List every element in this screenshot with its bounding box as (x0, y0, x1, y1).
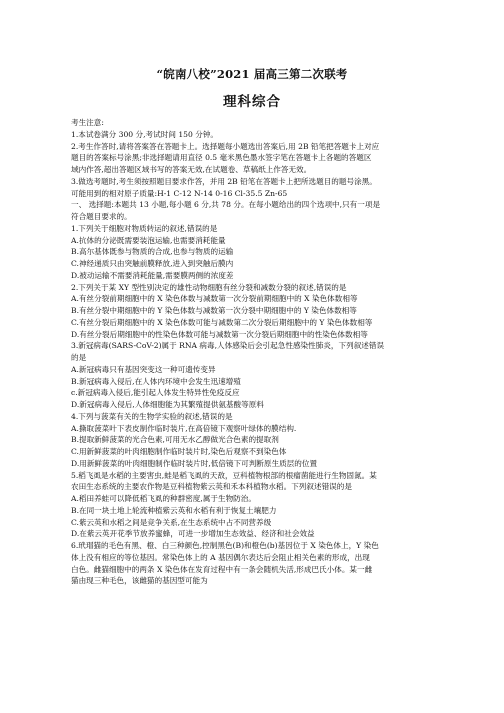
text-line: 猫由现三种毛色，该雌猫的基因型可能为 (71, 576, 208, 586)
text-line: D.新冠病毒入侵后,人体细胞能为其繁殖提供氨基酸等原料 (71, 400, 264, 409)
text-line: C.用新鲜菠菜的叶肉细胞制作临时装片时,染色后观察不到染色体 (71, 447, 287, 456)
text-line: C.有丝分裂后期细胞中的 X 染色体数可能与减数第二次分裂后期细胞中的 Y 染色体数相等 (71, 317, 373, 327)
text-line: B.提取新鲜菠菜的光合色素,可用无水乙醇做光合色素的提取剂 (71, 435, 279, 445)
text-line: 域内作答,超出答题区域书写的答案无效,在试题卷、草稿纸上作答无效。 (71, 165, 312, 174)
text-line: C.紫云英和水稻之间是竞争关系,在生态系统中占不同营养级 (71, 517, 272, 527)
text-line: A.有丝分裂前期细胞中的 X 染色体数与减数第一次分裂前期细胞中的 X 染色体数相等 (71, 294, 358, 304)
text-line: 1.本试卷满分 300 分,考试时间 150 分钟。 (71, 129, 219, 139)
text-line: A.撕取菠菜叶下表皮制作临时装片,在高倍镜下观察叶绿体的膜结构. (71, 423, 297, 433)
text-line: A.新冠病毒只有基因突变这一种可遗传变异 (71, 364, 216, 374)
text-line: c.新冠病毒入侵后,能引起人体发生特异性免疫反应 (71, 388, 240, 398)
exam-body (71, 117, 433, 587)
text-line: 6.玳瑁猫的毛色有黑、橙、白三种颜色,控制黑色(B)和橙色(b)基因位于 X 染色体上，Y 染色 (71, 541, 379, 550)
exam-subject: 理科综合 (223, 94, 281, 110)
text-line: B.新冠病毒入侵后,在人体内环境中会发生迅速增殖 (71, 376, 241, 386)
text-line: B.在同一块土地上轮流种植紫云英和水稻有利于恢复土壤肥力 (71, 505, 277, 515)
text-line: D.在紫云英开花季节放养蜜蜂，可进一步增加生态效益、经济和社会效益 (71, 529, 315, 539)
text-line: B.高尔基体既参与物质的合成,也参与物质的运输 (71, 247, 234, 257)
text-line: 体上没有相应的等位基因。常染色体上的 A 基因偶尔表达后会阻止相关色素的形成，出现 (71, 552, 370, 562)
exam-title: “皖南八校”2021 届高三第二次联考 (156, 67, 348, 81)
text-line: D.有丝分裂后期细胞中的性染色体数可能与减数第一次分裂后期细胞中的性染色体数相等 (71, 329, 368, 339)
text-line: 白色。雌猫细胞中的两条 X 染色体在发育过程中有一条会随机失活,形成巴氏小体。某一雌 (71, 564, 373, 574)
text-line: C.神经递质只由突触前膜释放,进入到突触后膜内 (71, 259, 234, 268)
text-line: A.稻田养蛙可以降低稻飞虱的种群密度,属于生物防治。 (71, 494, 256, 503)
text-line: 农田生态系统的主要农作物是豆科植物紫云英和禾本科植物水稻。下列叙述错误的是 (71, 482, 352, 492)
text-line: 3.新冠病毒(SARS-CoV-2)属于 RNA 病毒,人体感染后会引起急性感染性肺炎，下列叙述错误 (71, 341, 385, 351)
text-line: 题目的答案标号涂黑;非选择题请用直径 0.5 毫米黑色墨水签字笔在答题卡上各题的答题区 (71, 153, 372, 163)
text-line: 考生注意: (71, 118, 104, 127)
text-line: D.被动运输不需要消耗能量,需要膜两侧的浓度差 (71, 270, 234, 280)
text-line: 3.做选考题时,考生须按照题目要求作答，并用 2B 铅笔在答题卡上把所选题目的题号涂黑。 (71, 176, 377, 186)
text-line: D.用新鲜菠菜的叶肉细胞制作临时装片时,低倍镜下可判断原生质层的位置 (71, 458, 318, 468)
text-line: 符合题目要求的。 (71, 212, 132, 221)
text-line: 可能用到的相对原子质量:H-1 C-12 N-14 0-16 Cl-35.5 Zn-65 (71, 188, 288, 198)
text-line: B.有丝分裂中期细胞中的 Y 染色体数与减数第一次分裂中期细胞中的 Y 染色体数相等 (71, 306, 357, 315)
text-line: 的是 (71, 353, 87, 362)
text-line: 5.稻飞虱是水稻的主要害虫,蛙是稻飞虱的天敌，豆科植物根部的根瘤菌能进行生物固氮。某 (71, 470, 377, 480)
text-line: 2.下列关于某 XY 型性别决定的雄性动物细胞有丝分裂和减数分裂的叙述,错误的是 (71, 282, 347, 292)
text-line: 2.考生作答时,请将答案答在答题卡上。选择题每小题选出答案后,用 2B 铅笔把答题卡上对应 (71, 141, 380, 151)
text-line: A.抗体的分泌既需要装泡运输,也需要消耗能量 (71, 235, 226, 245)
text-line: 4.下列与菠菜有关的生物学实验的叙述,错误的是 (71, 411, 233, 421)
text-line: 一、 选择题:本题共 13 小题,每小题 6 分,共 78 分。在每小题给出的四个选项中,只有一项是 (71, 200, 381, 210)
text-line: 1.下列关于细胞对物质转运的叙述,错误的是 (71, 223, 218, 233)
